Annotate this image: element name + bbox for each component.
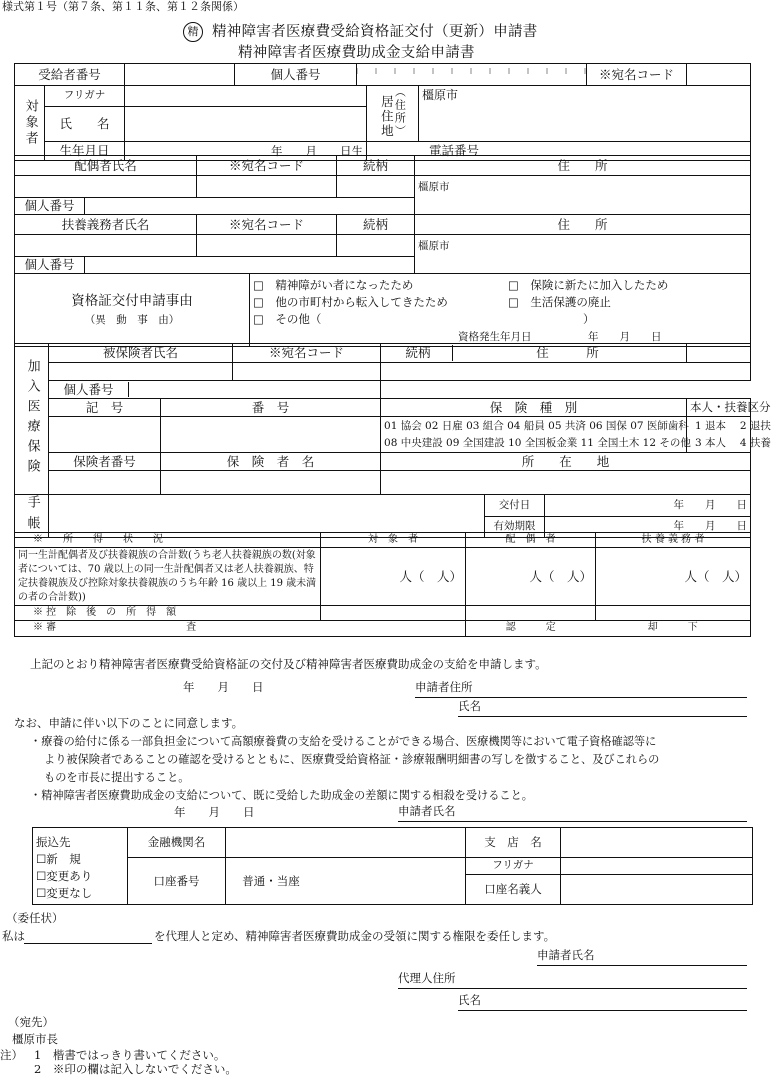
account-type-label: 普通・当座 [242,873,300,888]
transfer-cell [33,828,128,905]
supporter-address-field[interactable] [415,235,751,274]
insurance-type-line2: 08 中央建設 09 全国建設 10 全国板金業 11 全国土木 12 その他 [384,436,691,449]
delegation-agent-address-line[interactable] [398,970,747,989]
supporter-relation-field[interactable] [337,235,415,257]
branch-label: 支 店 名 [466,828,561,858]
insured-name-label: 被保険者氏名 [49,344,233,363]
income-subject-count[interactable]: 人（ 人） [321,548,466,606]
recipient-no-field[interactable] [125,64,235,86]
supporter-address-label: 住 所 [415,215,751,235]
furigana-bank-label: フリガナ [466,858,561,875]
note-label: 注） [0,1048,23,1062]
subject-table [14,85,751,161]
residence-text: 居住地 [379,94,395,138]
symbol-label: 記 号 [49,399,161,417]
reject-label: 却 下 [596,621,751,637]
dependent-line1: 1 退本 2 退扶 [695,419,771,432]
review-label: ※ 審 査 [15,621,466,637]
reason-opt5[interactable]: □ その他（ [253,312,322,326]
spouse-table [14,155,751,215]
spouse-relation-label: 続柄 [337,156,415,176]
income-desc-text: 同一生計配偶者及び扶養親族の合計数(うち老人扶養親族の数(対象者については、70 歳以上の同一生計配偶者又は老人扶養親族、特定扶養親族及び控除対象扶養親族のうち年齢 16 歳以上 19 歳未満の者の合計数)) [18,550,317,603]
insured-personal-no-row[interactable] [49,381,381,399]
spouse-city: 橿原市 [418,181,450,193]
insured-personal-no-label: 個人番号 [49,382,129,398]
insured-address-label: 住 所 [536,345,599,361]
income-supporter-count[interactable]: 人（ 人） [596,548,751,606]
supporter-name-field[interactable] [15,235,197,257]
recipient-no-label: 受給者番号 [15,64,125,86]
reason-date-field[interactable]: 年 月 日 [588,331,662,343]
title-line2: 精神障害者医療費助成金支給申請書 [238,45,475,61]
reason-opt2[interactable]: □ 保険に新たに加入したため [508,278,669,292]
spouse-address-label: 住 所 [415,156,751,176]
issue-label: 交付日 [485,495,545,517]
insurance-type-label: 保 険 種 別 [381,399,687,417]
delegation-applicant-line[interactable] [537,947,747,966]
furigana-field[interactable] [125,86,367,107]
income-subject-header: 対 象 者 [321,533,466,548]
delegation-title: （委任状） [6,911,64,925]
residence-city: 橿原市 [422,88,459,102]
mayor-label: 橿原市長 [12,1032,58,1046]
delegation-agent-address-label: 代理人住所 [398,971,456,985]
insured-relation-label [381,344,687,363]
applicant-name2-label: 申請者氏名 [398,804,456,818]
delegation-applicant-label: 申請者氏名 [537,948,595,962]
reason-opt4[interactable]: □ 生活保護の廃止 [508,295,611,309]
branch-field[interactable] [561,828,753,858]
dependent-options[interactable] [687,417,771,453]
name-field[interactable] [125,106,367,141]
supporter-personal-no-label: 個人番号 [15,257,85,273]
personal-no-field[interactable] [357,64,587,86]
residence-paren: （住所） [393,86,407,138]
bullet1-line1: ・療養の給付に係る一部負担金について高額療養費の支給を受けることができる場合、医療機関等において電子資格確認等に [30,735,657,748]
bullet2: ・精神障害者医療費助成金の支給について、既に受給した助成金の差額に関する相殺を受けること。 [30,789,533,802]
delegation-text: を代理人と定め、精神障害者医療費助成金の受領に関する権限を委任します。 [154,929,556,943]
institution-field[interactable] [226,828,466,858]
delegation-agent-name-line[interactable] [458,992,747,1011]
address-code-label: ※宛名コード [587,64,687,86]
transfer-unchanged-checkbox[interactable]: ☐変更なし [36,886,93,900]
supporter-relation-label: 続柄 [337,215,415,235]
after-deduction-label: ※ 控 除 後 の 所 得 額 [15,606,321,621]
birth-field[interactable]: 年 月 日生 [125,141,367,160]
supporter-name-label: 扶養義務者氏名 [15,215,197,235]
spouse-code-label: ※宛名コード [197,156,337,176]
after-deduction-subject[interactable] [321,606,466,621]
delegation-prefix: 私は [2,929,25,943]
insurance-label: 加入医療保険 [15,344,49,495]
supporter-table [14,214,751,274]
spouse-name-label: 配偶者氏名 [15,156,197,176]
insurer-no-field[interactable] [49,471,161,495]
reason-table [14,273,751,347]
income-table [14,532,751,637]
transfer-changed-checkbox[interactable]: ☐変更あり [36,869,93,883]
insurance-type-line1: 01 協会 02 日雇 03 組合 04 船員 05 共済 06 国保 07 医師歯科 [384,419,689,432]
residence-field[interactable] [419,86,751,142]
reason-sub: （異 動 事 由） [84,313,180,326]
title-line1: 精神障害者医療費受給資格証交付（更新）申請書 [212,24,538,40]
symbol-field[interactable] [49,417,161,453]
holder-label: 口座名義人 [466,875,561,905]
phone-label: 電話番号 [367,141,751,160]
statement-date2[interactable]: 年 月 日 [174,805,255,819]
reason-date-label: 資格発生年月日 [458,331,532,343]
number-label: 番 号 [161,399,381,417]
reason-label: 資格証交付申請事由 [71,293,193,309]
delegation-agent-name-label: 氏名 [458,993,481,1007]
name-label: 氏 名 [45,106,125,141]
form-number: 様式第１号（第７条、第１１条、第１２条関係） [2,0,244,13]
insurer-name-field[interactable] [161,471,381,495]
applicant-name2-line[interactable] [398,803,747,822]
number-field[interactable] [161,417,381,453]
income-supporter-header: 扶 養 義 務 者 [596,533,751,548]
delegation-agent-blank[interactable] [24,929,152,944]
supporter-code-field[interactable] [197,235,337,257]
birth-label: 生年月日 [45,141,125,160]
supporter-city: 橿原市 [418,240,450,252]
institution-label: 金融機関名 [128,828,226,858]
note2: 2 ※印の欄は記入しないでください。 [34,1062,237,1076]
after-deduction-spouse[interactable] [466,606,596,621]
income-description [15,548,321,606]
supporter-personal-no-row[interactable] [15,257,415,274]
dependent-header: 本人・扶養区分 [687,399,751,417]
spouse-address-field[interactable] [415,176,751,215]
reason-opt1[interactable]: □ 精神障がい者になったため [253,278,414,292]
furigana-label: フリガナ [45,86,125,107]
agree-text: なお、申請に伴い以下のことに同意します。 [14,716,244,730]
transfer-label: 振込先 [36,835,71,849]
residence-label [367,86,419,142]
insured-relation-text: 続柄 [385,345,453,361]
insured-code-field[interactable] [233,363,381,381]
insured-address-extra [687,344,751,363]
approve-label: 認 定 [466,621,596,637]
applicant-address-line[interactable] [415,679,747,698]
dependent-line2: 3 本人 4 扶養 [695,436,771,449]
address-code-field[interactable] [687,64,751,86]
supporter-code-label: ※宛名コード [197,215,337,235]
insurance-table [14,343,771,495]
reason-opt3[interactable]: □ 他の市町村から転入してきたため [253,295,448,309]
reason-label-cell [15,274,250,347]
holder-field[interactable] [561,875,753,905]
applicant-name-line[interactable] [458,698,747,717]
furigana-bank-field[interactable] [561,858,753,875]
personal-no-label: 個人番号 [235,64,357,86]
spouse-personal-no-row[interactable] [15,198,415,215]
reason-options [250,274,751,347]
note1: 1 楷書ではっきり書いてください。 [34,1048,226,1062]
account-no-label: 口座番号 [128,858,226,905]
bank-table [32,827,753,905]
insured-personal-no-empty [381,381,751,399]
main-form-table [14,63,751,86]
transfer-new-checkbox[interactable]: ☐新 規 [36,852,81,866]
spouse-personal-no-label: 個人番号 [15,198,85,214]
reason-opt5-close: ） [583,312,595,326]
insured-address-field[interactable] [381,363,751,381]
income-header: ※ 所 得 状 況 [15,533,321,548]
issue-field[interactable]: 年 月 日 [545,495,751,517]
insurance-type-options[interactable] [381,417,691,453]
statement-text: 上記のとおり精神障害者医療費受給資格証の交付及び精神障害者医療費助成金の支給を申請します。 [30,657,547,671]
spouse-relation-field[interactable] [337,176,415,198]
seal-mark: 精 [183,22,203,42]
income-spouse-header: 配 偶 者 [466,533,596,548]
notebook-label: 手帳 [15,495,49,538]
insurer-name-label: 保 険 者 名 [161,453,381,471]
applicant-address-label: 申請者住所 [415,680,473,694]
insurer-location-field[interactable] [381,471,751,495]
valid-label: 有効期限 [485,516,545,538]
statement-date[interactable]: 年 月 日 [183,680,264,694]
valid-field[interactable]: 年 月 日 [545,516,751,538]
bullet1-line2: より被保険者であることの確認を受けるとともに、医療費受給資格証・診療報酬明細書の写しを徴すること、及びこれらの [44,753,660,766]
applicant-name-label: 氏名 [458,699,481,713]
bullet1-line3: ものを市長に提出すること。 [44,771,190,784]
insured-name-field[interactable] [49,363,233,381]
spouse-name-field[interactable] [15,176,197,198]
insured-code-label: ※宛名コード [233,344,381,363]
addressee-label: （宛先） [8,1015,54,1029]
income-spouse-count[interactable]: 人（ 人） [466,548,596,606]
subject-label: 対象者 [15,86,45,161]
spouse-code-field[interactable] [197,176,337,198]
after-deduction-supporter[interactable] [596,606,751,621]
insurer-location-label: 所 在 地 [381,453,751,471]
account-type-cell[interactable] [226,858,466,905]
insurer-no-label: 保険者番号 [49,453,161,471]
